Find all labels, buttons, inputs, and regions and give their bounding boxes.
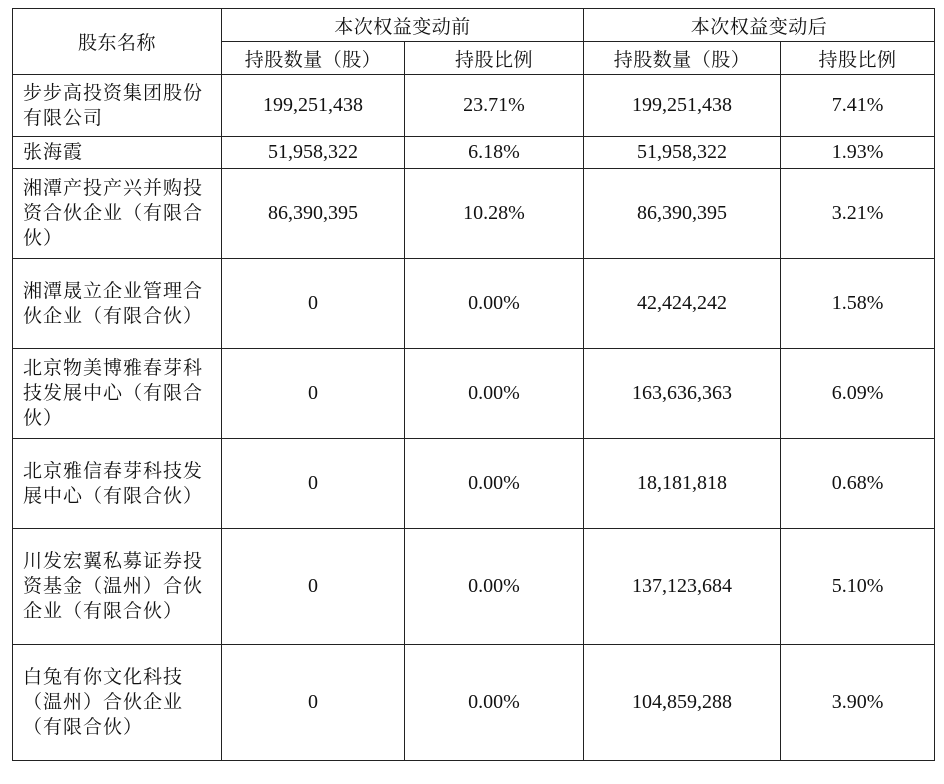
before-ratio: 0.00%	[405, 259, 584, 349]
after-ratio: 3.90%	[781, 645, 935, 761]
table-row	[13, 529, 935, 645]
after-shares: 199,251,438	[584, 75, 781, 137]
shareholder-name: 川发宏翼私募证券投资基金（温州）合伙企业（有限合伙）	[13, 529, 222, 645]
after-shares: 18,181,818	[584, 439, 781, 529]
after-shares-header: 持股数量（股）	[584, 42, 781, 75]
after-ratio-header: 持股比例	[781, 42, 935, 75]
after-shares: 163,636,363	[584, 349, 781, 439]
table-row	[13, 349, 935, 439]
after-ratio: 1.93%	[781, 137, 935, 169]
after-ratio: 3.21%	[781, 169, 935, 259]
table-row	[13, 645, 935, 761]
table-row	[13, 439, 935, 529]
before-shares: 0	[222, 259, 405, 349]
shareholder-name: 北京物美博雅春芽科技发展中心（有限合伙）	[13, 349, 222, 439]
after-ratio: 1.58%	[781, 259, 935, 349]
before-ratio: 6.18%	[405, 137, 584, 169]
table-row	[13, 75, 935, 137]
shareholder-name: 白兔有你文化科技（温州）合伙企业（有限合伙）	[13, 645, 222, 761]
after-shares: 104,859,288	[584, 645, 781, 761]
shareholder-name: 湘潭晟立企业管理合伙企业（有限合伙）	[13, 259, 222, 349]
table-row	[13, 169, 935, 259]
before-shares-header: 持股数量（股）	[222, 42, 405, 75]
shareholder-name: 张海霞	[13, 137, 222, 169]
before-ratio: 0.00%	[405, 529, 584, 645]
after-ratio: 5.10%	[781, 529, 935, 645]
after-change-header: 本次权益变动后	[584, 9, 935, 42]
before-shares: 0	[222, 439, 405, 529]
shareholder-name-header: 股东名称	[13, 9, 222, 75]
before-change-header: 本次权益变动前	[222, 9, 584, 42]
shareholding-change-table	[12, 8, 935, 761]
after-shares: 86,390,395	[584, 169, 781, 259]
table-row	[13, 259, 935, 349]
before-shares: 0	[222, 529, 405, 645]
before-shares: 0	[222, 349, 405, 439]
before-shares: 0	[222, 645, 405, 761]
before-ratio: 0.00%	[405, 645, 584, 761]
before-shares: 51,958,322	[222, 137, 405, 169]
after-ratio: 6.09%	[781, 349, 935, 439]
before-ratio: 0.00%	[405, 349, 584, 439]
after-shares: 137,123,684	[584, 529, 781, 645]
before-ratio-header: 持股比例	[405, 42, 584, 75]
shareholder-name: 步步高投资集团股份有限公司	[13, 75, 222, 137]
shareholder-name: 湘潭产投产兴并购投资合伙企业（有限合伙）	[13, 169, 222, 259]
table-row	[13, 137, 935, 169]
after-shares: 51,958,322	[584, 137, 781, 169]
before-shares: 86,390,395	[222, 169, 405, 259]
before-shares: 199,251,438	[222, 75, 405, 137]
before-ratio: 0.00%	[405, 439, 584, 529]
after-ratio: 7.41%	[781, 75, 935, 137]
after-ratio: 0.68%	[781, 439, 935, 529]
header-row-group	[13, 9, 935, 42]
before-ratio: 23.71%	[405, 75, 584, 137]
shareholder-name: 北京雅信春芽科技发展中心（有限合伙）	[13, 439, 222, 529]
before-ratio: 10.28%	[405, 169, 584, 259]
after-shares: 42,424,242	[584, 259, 781, 349]
